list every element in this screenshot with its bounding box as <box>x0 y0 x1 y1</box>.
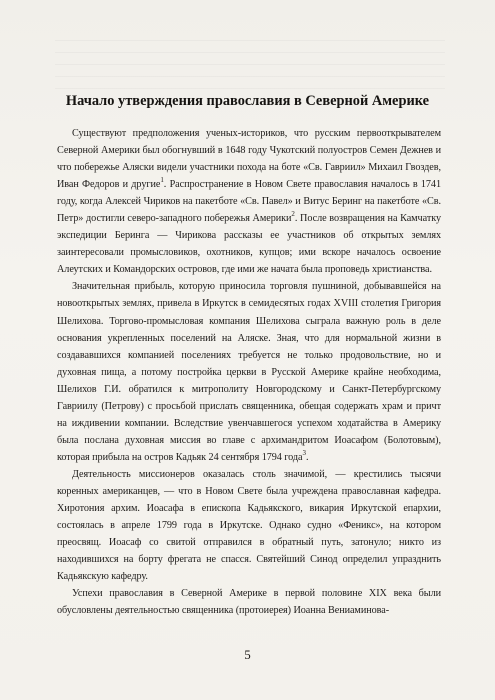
paragraph-3 <box>57 466 441 585</box>
paragraph-1-text-2: . Распространение в Новом Свете православия началось в 1741 году, когда Алексей Чириков на пакетботе «Св. Павел» и Витус Беринг на пакетботе «Св. Петр» достигли северо-западного побережья Америки <box>57 179 441 225</box>
footnote-ref-3: 3 <box>302 448 306 457</box>
body-text <box>57 125 441 619</box>
chapter-title: Начало утверждения православия в Северной Америке <box>65 93 430 109</box>
paragraph-3-text: Деятельность миссионеров оказалась столь значимой, — крестились тысячи коренных американцев, — что в Новом Свете была учреждена православная кафедра. Хиротония архим. Иоасафа в епископа Кадьякского, викария Иркутской епархии, состоялась в апреле 1799 года в Иркутске. Однако судно «Феникс», на котором преосвящ. Иоасаф со свитой отправился в обратный путь, затонуло; никто из находившихся на борту фрегата не спасся. Святейший Синод определил упразднить Кадьякскую кафедру. <box>57 468 441 583</box>
paragraph-2-text-2: . <box>305 451 309 463</box>
footnote-ref-2: 2 <box>291 210 295 219</box>
paragraph-4 <box>57 585 441 619</box>
page-number: 5 <box>244 647 251 662</box>
paragraph-1-text-1: Существуют предположения ученых-историков, что русским первооткрывателем Северной Америки был обогнувший в 1648 году Чукотский полуостров Семен Дежнев и что побережье Аляски видели участники похода на боте «Св. Гавриил» Михаил Гвоздев, Иван Федоров и другие <box>57 128 441 191</box>
paragraph-4-text: Успехи православия в Северной Америке в первой половине XIX века были обусловлены деятельностью священника (протоиерея) Иоанна Вениаминова- <box>57 588 441 617</box>
paragraph-1-text-3: . После возвращения на Камчатку экспедиции Беринга — Чирикова рассказы ее участников об открытых землях заинтересовали промысловиков, охотников, купцов; ими вскоре началось освоение Алеутских и Командорских островов, где ими же начата была проповедь христианства. <box>57 213 441 276</box>
paragraph-2-text-1: Значительная прибыль, которую приносила торговля пушниной, добывавшейся на новооткрытых землях, привела в Иркутск в семидесятых годах XVIII столетия Григория Шелихова. Торгово-промысловая компания Шелихова сыграла важную роль в деле основания укрепленных поселений на Аляске. Зная, что для нормальной жизни в создававшихся компанией поселениях требуется не только продовольствие, но и духовная пища, а потому постройка церкви в Русской Америке крайне необходима, Шелихов Г.И. обратился к митрополиту Новгородскому и Санкт-Петербургскому Гавриилу (Петрову) с просьбой прислать священника, обещая содержать храм и причт на иждивении компании. Вследствие увенчавшегося успехом ходатайства в Америку была послана духовная миссия во главе с архимандритом Иоасафом (Болотовым), которая прибыла на остров Кадьяк 24 сентября 1794 года <box>57 281 441 463</box>
paragraph-1 <box>57 125 441 278</box>
footnote-ref-1: 1 <box>160 176 164 185</box>
paragraph-2 <box>57 278 441 466</box>
show-through-text <box>55 40 445 90</box>
